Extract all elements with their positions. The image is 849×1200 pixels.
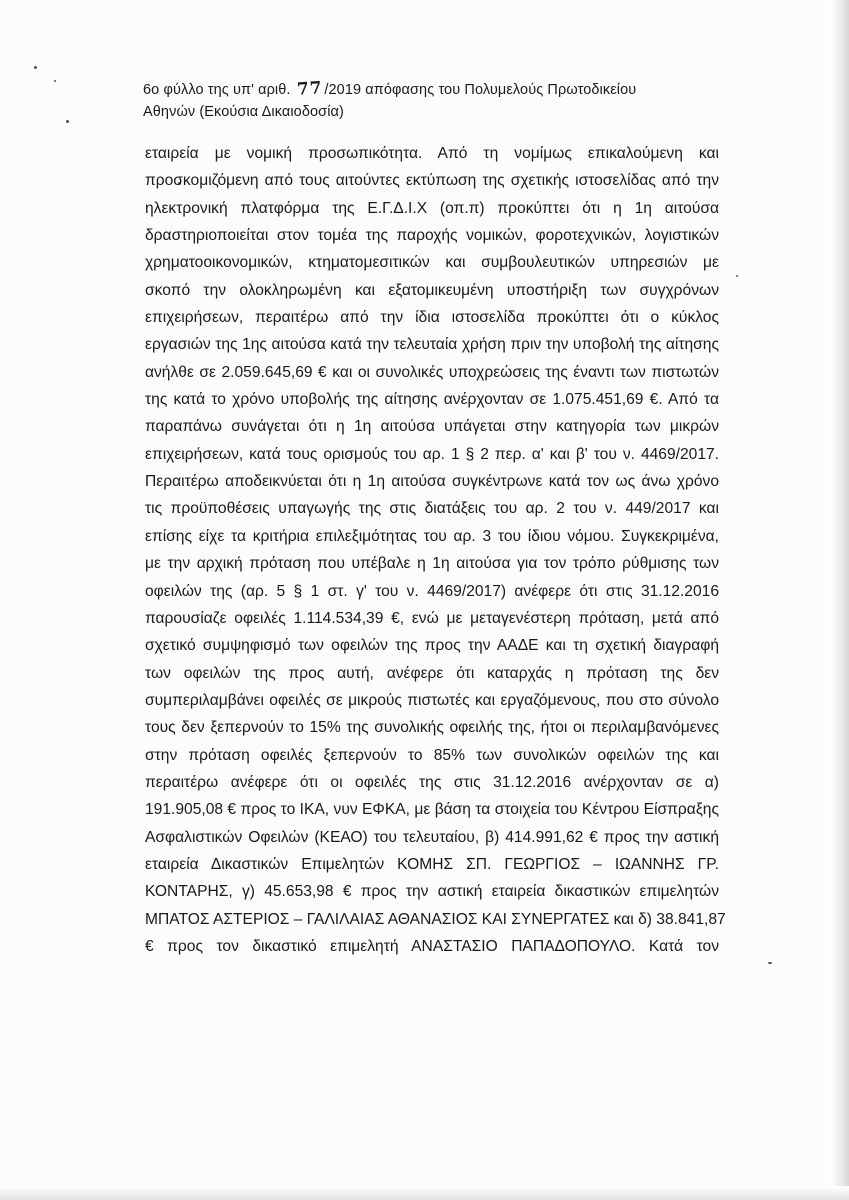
body-line: εταιρεία Δικαστικών Επιμελητών ΚΟΜΗΣ ΣΠ. ΓΕΩΡΓΙΟΣ – ΙΩΑΝΝΗΣ ΓΡ. bbox=[145, 855, 719, 873]
body-line: οφειλών της (αρ. 5 § 1 στ. γ' του ν. 4469/2017) ανέφερε ότι στις 31.12.2016 bbox=[145, 582, 719, 600]
body-line: τους δεν ξεπερνούν το 15% της συνολικής οφειλής της, ήτοι οι περιλαμβανόμενες bbox=[145, 719, 719, 737]
body-line: Ασφαλιστικών Οφειλών (ΚΕΑΟ) του τελευταίου, β) 414.991,62 € προς την αστική bbox=[145, 828, 719, 846]
scan-speck bbox=[768, 962, 772, 964]
page-edge-shadow bbox=[831, 0, 849, 1200]
body-line: προσκομιζόμενη από τους αιτούντες εκτύπωση της σχετικής ιστοσελίδας από την bbox=[145, 172, 719, 190]
body-line: δραστηριοποιείται στον τομέα της παροχής νομικών, φοροτεχνικών, λογιστικών bbox=[145, 227, 719, 245]
body-line: περαιτέρω ανέφερε ότι οι οφειλές της στις 31.12.2016 ανέρχονταν σε α) bbox=[145, 773, 719, 791]
body-line: ΚΟΝΤΑΡΗΣ, γ) 45.653,98 € προς την αστική εταιρεία δικαστικών επιμελητών bbox=[145, 883, 719, 901]
body-line: ηλεκτρονική πλατφόρμα της Ε.Γ.Δ.Ι.Χ (οπ.π) προκύπτει ότι η 1η αιτούσα bbox=[145, 199, 719, 217]
handwritten-case-number: 77 bbox=[296, 78, 324, 100]
scan-speck bbox=[54, 80, 56, 82]
body-line: 191.905,08 € προς το ΙΚΑ, νυν ΕΦΚΑ, με βάση τα στοιχεία του Κέντρου Είσπραξης bbox=[145, 801, 719, 819]
body-line: επίσης είχε τα κριτήρια επιλεξιμότητας του αρ. 3 του ίδιου νόμου. Συγκεκριμένα, bbox=[145, 527, 719, 545]
document-body bbox=[145, 140, 726, 960]
body-line: στην πρόταση οφειλές ξεπερνούν το 85% των συνολικών οφειλών της και bbox=[145, 746, 719, 764]
body-line: σκοπό την ολοκληρωμένη και εξατομικευμένη υποστήριξη των συγχρόνων bbox=[145, 281, 719, 299]
body-line: με την αρχική πρόταση που υπέβαλε η 1η αιτούσα για τον τρόπο ρύθμισης των bbox=[145, 555, 719, 573]
header-line-2: Αθηνών (Εκούσια Δικαιοδοσία) bbox=[143, 104, 344, 120]
page-bottom-shadow bbox=[0, 1186, 849, 1200]
body-line: συμπεριλαμβάνει οφειλές σε μικρούς πιστωτές και εργαζόμενους, που στο σύνολο bbox=[145, 691, 719, 709]
body-line: παρουσίαζε οφειλές 1.114.534,39 €, ενώ με μεταγενέστερη πρόταση, μετά από bbox=[145, 609, 719, 627]
body-line: επιχειρήσεων, περαιτέρω από την ίδια ιστοσελίδα προκύπτει ότι ο κύκλος bbox=[145, 309, 719, 327]
header-suffix: /2019 απόφασης του Πολυμελούς Πρωτοδικείου bbox=[324, 82, 637, 98]
document-header bbox=[143, 78, 703, 123]
scan-speck bbox=[66, 120, 69, 123]
header-line-1 bbox=[143, 78, 703, 101]
header-prefix: 6ο φύλλο της υπ' αριθ. bbox=[143, 82, 291, 98]
body-line: εργασιών της 1ης αιτούσα κατά την τελευταία χρήση πριν την υποβολή της αίτησης bbox=[145, 336, 719, 354]
body-line: χρηματοοικονομικών, κτηματομεσιτικών και συμβουλευτικών υπηρεσιών με bbox=[145, 254, 719, 272]
scan-speck bbox=[736, 275, 738, 277]
body-line: σχετικό συμψηφισμό των οφειλών της προς την ΑΑΔΕ και τη σχετική διαγραφή bbox=[145, 637, 719, 655]
body-line: ΜΠΑΤΟΣ ΑΣΤΕΡΙΟΣ – ΓΑΛΙΛΑΙΑΣ ΑΘΑΝΑΣΙΟΣ ΚΑΙ ΣΥΝΕΡΓΑΤΕΣ και δ) 38.841,87 bbox=[145, 910, 726, 928]
body-line: παραπάνω συνάγεται ότι η 1η αιτούσα υπάγεται στην κατηγορία των μικρών bbox=[145, 418, 719, 436]
body-line: € προς τον δικαστικό επιμελητή ΑΝΑΣΤΑΣΙΟ ΠΑΠΑΔΟΠΟΥΛΟ. Κατά τον bbox=[145, 937, 719, 955]
body-line: εταιρεία με νομική προσωπικότητα. Από τη νομίμως επικαλούμενη και bbox=[145, 145, 719, 162]
body-line: των οφειλών της προς αυτή, ανέφερε ότι καταρχάς η πρόταση της δεν bbox=[145, 664, 719, 682]
body-line: επιχειρήσεων, κατά τους ορισμούς του αρ. 1 § 2 περ. α' και β' του ν. 4469/2017. bbox=[145, 445, 719, 463]
scan-speck bbox=[34, 66, 37, 69]
body-line: Περαιτέρω αποδεικνύεται ότι η 1η αιτούσα συγκέντρωνε κατά τον ως άνω χρόνο bbox=[145, 473, 719, 491]
body-line: ανήλθε σε 2.059.645,69 € και οι συνολικές υποχρεώσεις της έναντι των πιστωτών bbox=[145, 363, 719, 381]
body-line: τις προϋποθέσεις υπαγωγής της στις διατάξεις του αρ. 2 του ν. 449/2017 και bbox=[145, 500, 719, 518]
body-line: της κατά το χρόνο υποβολής της αίτησης ανέρχονταν σε 1.075.451,69 €. Από τα bbox=[145, 391, 719, 409]
